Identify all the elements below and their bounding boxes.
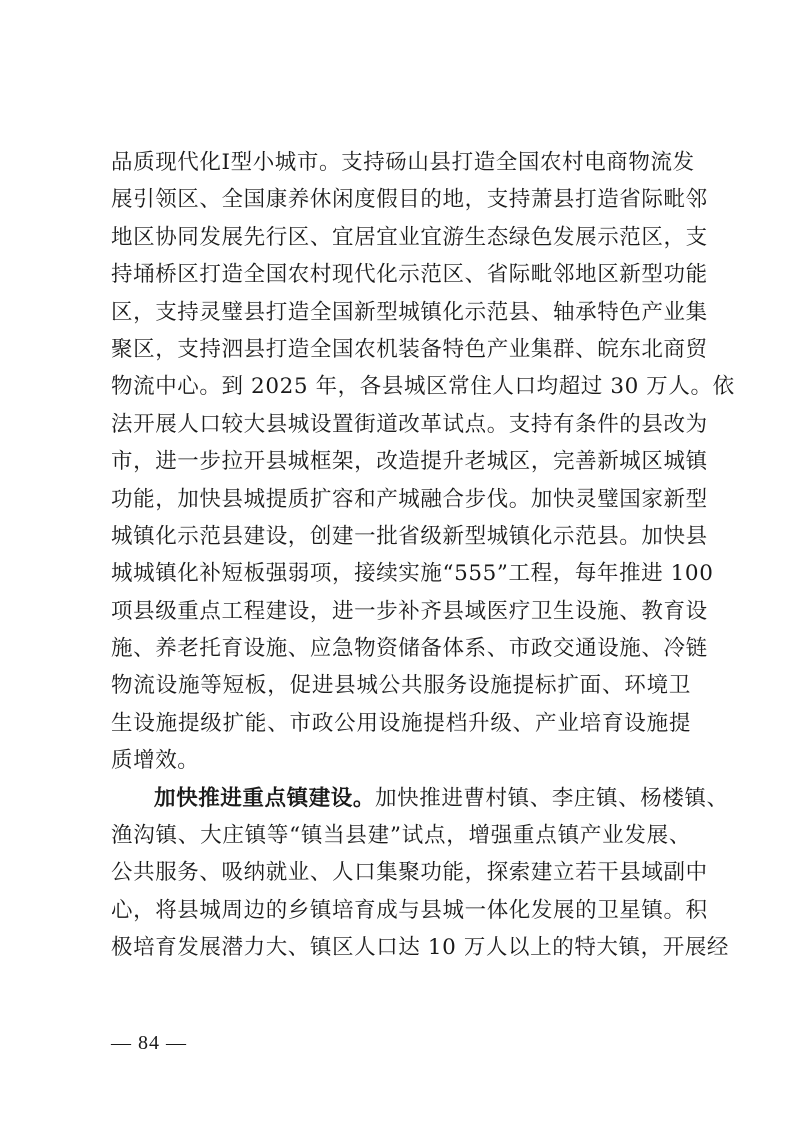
paragraph-line: 城城镇化补短板强弱项，接续实施“555”工程，每年推进 100 bbox=[111, 561, 714, 587]
paragraph-line: 展引领区、全国康养休闲度假目的地，支持萧县打造省际毗邻 bbox=[111, 187, 708, 213]
paragraph-line bbox=[111, 780, 729, 817]
paragraph-key-towns bbox=[111, 780, 730, 967]
paragraph-line: 功能，加快县城提质扩容和产城融合步伐。加快灵璧国家新型 bbox=[111, 486, 708, 512]
paragraph-line: 极培育发展潜力大、镇区人口达 10 万人以上的特大镇，开展经 bbox=[111, 935, 730, 961]
paragraph-line: 渔沟镇、大庄镇等“镇当县建”试点，增强重点镇产业发展、 bbox=[111, 823, 691, 849]
paragraph-line: 质增效。 bbox=[111, 748, 200, 774]
paragraph-line: 区，支持灵璧县打造全国新型城镇化示范县、轴承特色产业集 bbox=[111, 299, 708, 325]
paragraph-line: 施、养老托育设施、应急物资储备体系、市政交通设施、冷链 bbox=[111, 636, 708, 662]
paragraph-line: 城镇化示范县建设，创建一批省级新型城镇化示范县。加快县 bbox=[111, 523, 708, 549]
paragraph-line: 项县级重点工程建设，进一步补齐县域医疗卫生设施、教育设 bbox=[111, 598, 708, 624]
paragraph-line: 物流中心。到 2025 年，各县城区常住人口均超过 30 万人。依 bbox=[111, 374, 735, 400]
paragraph-line: 公共服务、吸纳就业、人口集聚功能，探索建立若干县域副中 bbox=[111, 860, 708, 886]
body-text bbox=[111, 144, 735, 967]
heading-line-text: 加快推进曹村镇、李庄镇、杨楼镇、 bbox=[375, 785, 729, 811]
paragraph-line: 法开展人口较大县城设置街道改革试点。支持有条件的县改为 bbox=[111, 411, 708, 437]
paragraph-line: 聚区，支持泗县打造全国农机装备特色产业集群、皖东北商贸 bbox=[111, 336, 708, 362]
paragraph-line: 生设施提级扩能、市政公用设施提档升级、产业培育设施提 bbox=[111, 710, 691, 736]
paragraph-line: 心，将县城周边的乡镇培育成与县城一体化发展的卫星镇。积 bbox=[111, 897, 708, 923]
paragraph-county-towns bbox=[111, 144, 735, 780]
paragraph-line: 地区协同发展先行区、宜居宜业宜游生态绿色发展示范区，支 bbox=[111, 224, 708, 250]
paragraph-line: 品质现代化Ⅰ型小城市。支持砀山县打造全国农村电商物流发 bbox=[111, 150, 695, 175]
paragraph-line: 持埇桥区打造全国农村现代化示范区、省际毗邻地区新型功能 bbox=[111, 262, 708, 288]
page-number: — 84 — bbox=[111, 1032, 187, 1054]
paragraph-line: 物流设施等短板，促进县城公共服务设施提标扩面、环境卫 bbox=[111, 673, 691, 699]
section-heading: 加快推进重点镇建设。 bbox=[154, 785, 376, 811]
paragraph-line: 市，进一步拉开县城框架，改造提升老城区，完善新城区城镇 bbox=[111, 449, 708, 475]
